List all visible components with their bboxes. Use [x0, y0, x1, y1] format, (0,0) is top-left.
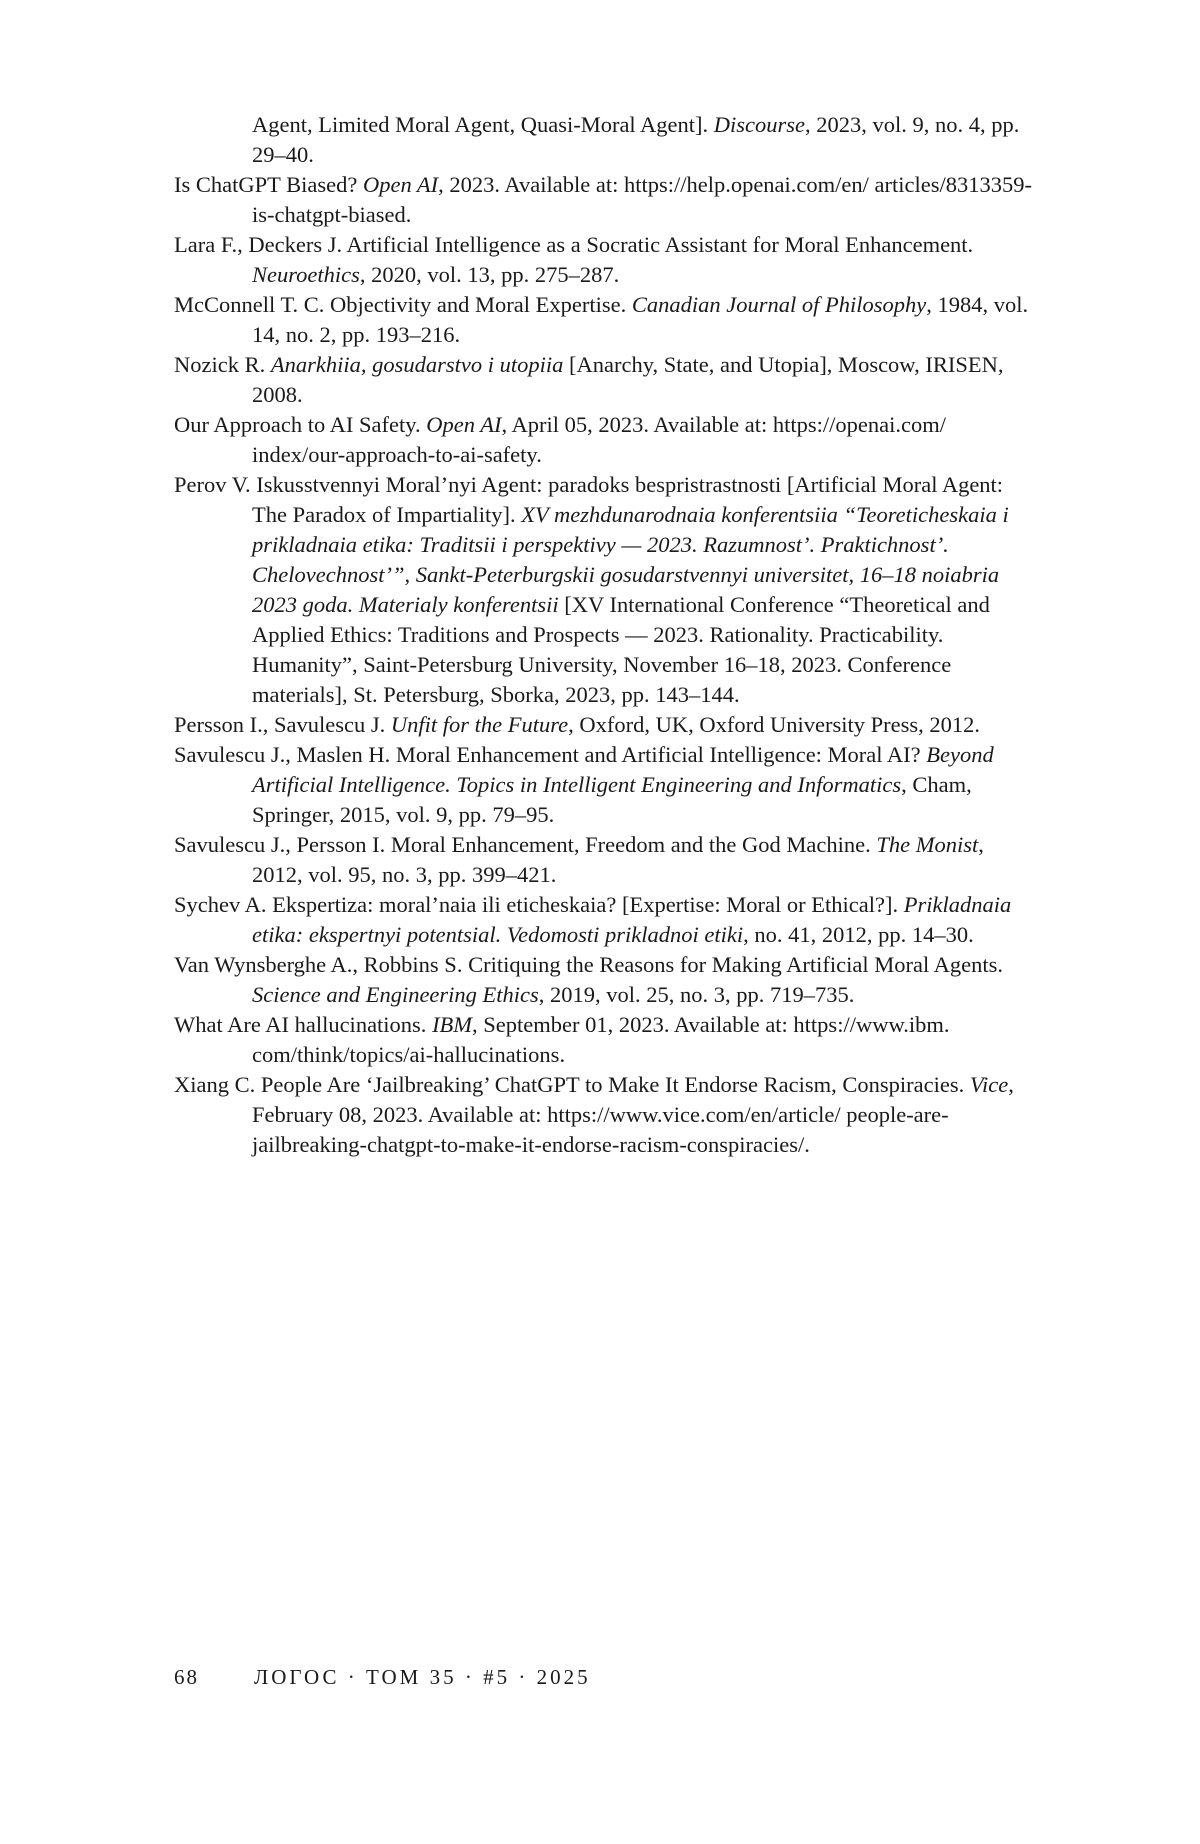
reference-text: Savulescu J., Persson I. Moral Enhancement, Freedom and the God Machine. — [174, 832, 877, 857]
reference-entry — [174, 230, 1036, 290]
reference-text: , 2023, vol. 9, no. 4, pp. 29–40. — [252, 112, 1020, 167]
reference-text: What Are AI hallucinations. — [174, 1012, 433, 1037]
reference-entry — [174, 950, 1036, 1010]
reference-title-italic: Discourse — [713, 112, 806, 137]
reference-text: Sychev A. Ekspertiza: moral’naia ili eticheskaia? [Expertise: Moral or Ethical?]. — [174, 892, 904, 917]
reference-text: [Anarchy, State, and Utopia], Moscow, IRISEN, 2008. — [252, 352, 1004, 407]
reference-entry — [174, 110, 1036, 170]
reference-title-italic: Open AI — [362, 172, 439, 197]
reference-text: [XV International Conference “Theoretical and Applied Ethics: Traditions and Prospects — 2023. Rationality. Practicability. Humanity”, Saint-Petersburg University, November 16–18, 2023. Conference materials], St. Petersburg, Sborka, 2023, pp. 143–144. — [252, 592, 990, 707]
reference-title-italic: Science and Engineering Ethics — [252, 982, 539, 1007]
reference-text: Savulescu J., Maslen H. Moral Enhancement and Artificial Intelligence: Moral AI? — [174, 742, 927, 767]
reference-text: , February 08, 2023. Available at: https://www.vice.com/en/article/ people-are-jailbreaking-chatgpt-to-make-it-endorse-racism-conspiracies/. — [252, 1072, 1014, 1157]
reference-entry — [174, 470, 1036, 710]
reference-entry — [174, 710, 1036, 740]
page-number: 68 — [174, 1665, 199, 1689]
reference-text: Perov V. Iskusstvennyi Moral’nyi Agent: paradoks bespristrastnosti [Artificial Moral Agent: The Paradox of Impartiality]. — [174, 472, 1004, 527]
reference-text: , 2020, vol. 13, pp. 275–287. — [359, 262, 620, 287]
reference-title-italic: Vice — [969, 1072, 1009, 1097]
reference-title-italic: Prikladnaia etika: ekspertnyi potentsial. Vedomosti prikladnoi etiki — [252, 892, 1012, 947]
reference-text: , April 05, 2023. Available at: https://openai.com/ index/our-approach-to-ai-safety. — [252, 412, 946, 467]
reference-text: , 2012, vol. 95, no. 3, pp. 399–421. — [252, 832, 984, 887]
reference-text: , Oxford, UK, Oxford University Press, 2012. — [568, 712, 980, 737]
reference-title-italic: XV mezhdunarodnaia konferentsiia “Teoreticheskaia i prikladnaia etika: Traditsii i perspektivy — 2023. Razumnost’. Praktichnost’. Chelovechnost’”, Sankt-Peterburgskii gosudarstvennyi universitet, 16–18 noiabria 2023 goda. Materialy konferentsii — [252, 502, 1009, 617]
reference-text: Van Wynsberghe A., Robbins S. Critiquing the Reasons for Making Artificial Moral Agents. — [174, 952, 1003, 977]
reference-entry — [174, 290, 1036, 350]
reference-title-italic: Anarkhiia, gosudarstvo i utopiia — [270, 352, 564, 377]
reference-text: Our Approach to AI Safety. — [174, 412, 427, 437]
reference-text: , September 01, 2023. Available at: https://www.ibm. com/think/topics/ai-hallucinations. — [252, 1012, 950, 1067]
reference-text: Persson I., Savulescu J. — [174, 712, 391, 737]
reference-title-italic: The Monist — [876, 832, 979, 857]
reference-entry — [174, 1070, 1036, 1160]
reference-title-italic: Open AI — [426, 412, 502, 437]
reference-text: Is ChatGPT Biased? — [174, 172, 363, 197]
page-footer — [174, 1665, 591, 1690]
reference-text: Lara F., Deckers J. Artificial Intelligence as a Socratic Assistant for Moral Enhancement. — [174, 232, 974, 257]
reference-text: Nozick R. — [174, 352, 271, 377]
reference-text: , 2019, vol. 25, no. 3, pp. 719–735. — [538, 982, 855, 1007]
journal-running-title: ЛОГОС · ТОМ 35 · #5 · 2025 — [254, 1665, 591, 1689]
reference-text: Xiang C. People Are ‘Jailbreaking’ ChatGPT to Make It Endorse Racism, Conspiracies. — [174, 1072, 970, 1097]
reference-title-italic: Neuroethics — [252, 262, 360, 287]
reference-text: , Cham, Springer, 2015, vol. 9, pp. 79–95. — [252, 772, 972, 827]
reference-entry — [174, 350, 1036, 410]
reference-title-italic: Unfit for the Future — [390, 712, 569, 737]
reference-entry — [174, 740, 1036, 830]
reference-entry — [174, 170, 1036, 230]
reference-entry — [174, 890, 1036, 950]
reference-list — [174, 110, 1036, 1160]
reference-entry — [174, 1010, 1036, 1070]
reference-entry — [174, 830, 1036, 890]
reference-title-italic: Canadian Journal of Philosophy — [631, 292, 927, 317]
reference-text: , 2023. Available at: https://help.openai.com/en/ articles/8313359-is-chatgpt-biased. — [252, 172, 1032, 227]
reference-text: Agent, Limited Moral Agent, Quasi-Moral Agent]. — [252, 112, 714, 137]
reference-text: McConnell T. C. Objectivity and Moral Expertise. — [174, 292, 632, 317]
reference-title-italic: Beyond Artificial Intelligence. Topics in Intelligent Engineering and Informatics — [252, 742, 994, 797]
reference-text: , 1984, vol. 14, no. 2, pp. 193–216. — [252, 292, 1029, 347]
reference-title-italic: IBM — [432, 1012, 473, 1037]
reference-text: , no. 41, 2012, pp. 14–30. — [743, 922, 974, 947]
reference-entry — [174, 410, 1036, 470]
